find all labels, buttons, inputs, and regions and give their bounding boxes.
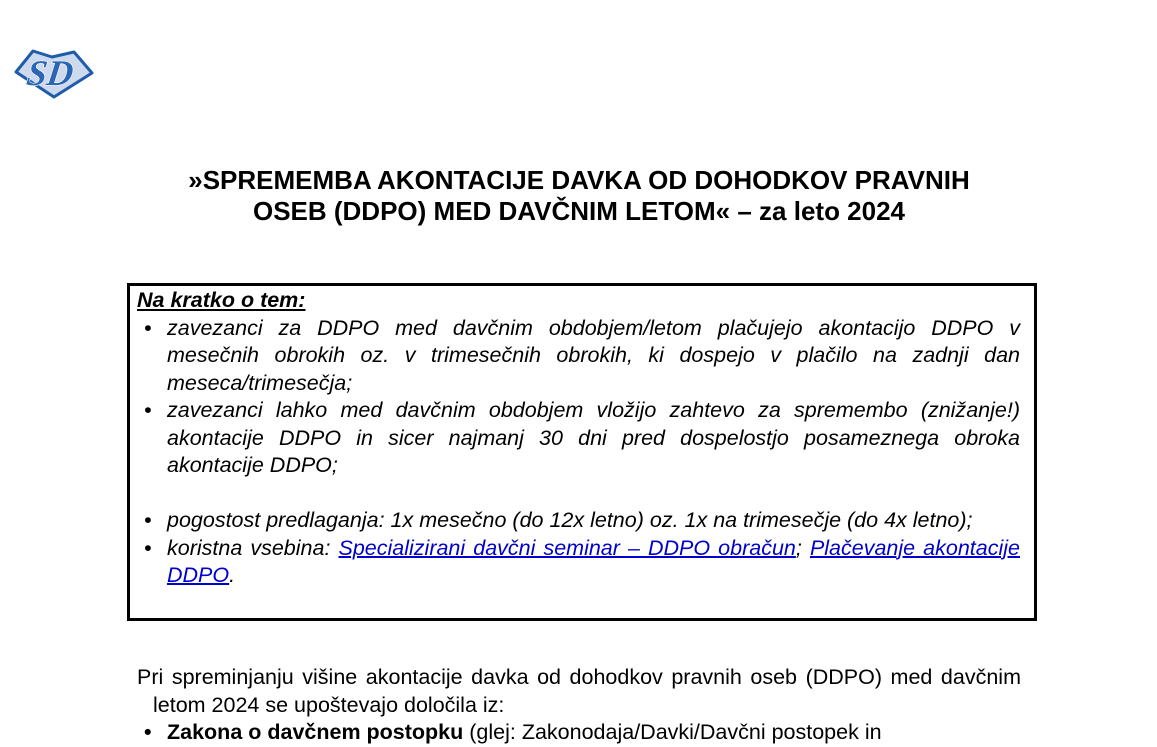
body-bullet-list <box>137 719 1021 747</box>
summary-bullet-2: • zavezanci lahko med davčnim obdobjem vložijo zahtevo za spremembo (znižanje!) akontacije DDPO in sicer najmanj 30 dni pred dospelostjo posameznega obroka akontacije DDPO; <box>137 397 1020 480</box>
law-name: Zakona o davčnem postopku <box>167 720 464 744</box>
seminar-ddpo-link[interactable]: Specializirani davčni seminar – DDPO obračun <box>338 535 796 560</box>
summary-bullet-list <box>137 315 1020 590</box>
summary-bullet-3: • pogostost predlaganja: 1x mesečno (do 12x letno) oz. 1x na trimesečje (do 4x letno); <box>137 507 1020 535</box>
link-separator: ; <box>795 535 810 560</box>
document-title-line1: »SPREMEMBA AKONTACIJE DAVKA OD DOHODKOV PRAVNIH <box>188 165 970 195</box>
summary-box <box>127 283 1037 621</box>
logo-letters: SD <box>24 53 76 93</box>
intro-paragraph: Pri spreminjanju višine akontacije davka od dohodkov pravnih oseb (DDPO) med davčnim letom 2024 se upoštevajo določila iz: <box>137 665 1021 717</box>
sd-shield-icon <box>10 46 98 101</box>
body-bullet-1 <box>137 719 1021 747</box>
summary-bullet-1: • zavezanci za DDPO med davčnim obdobjem/letom plačujejo akontacijo DDPO v mesečnih obrokih oz. v trimesečnih obrokih, ki dospejo v plačilo na zadnji dan meseca/trimesečja; <box>137 315 1020 398</box>
body-section <box>137 664 1021 747</box>
law-reference: (glej: Zakonodaja/Davki/Davčni postopek in <box>463 720 882 744</box>
summary-bullet-4 <box>137 535 1020 590</box>
sentence-period: . <box>229 563 236 587</box>
placevanje-akontacije-link[interactable]: Plačevanje akontacije DDPO <box>167 535 1020 587</box>
useful-content-label: koristna vsebina: <box>167 535 339 560</box>
document-title <box>137 165 1021 227</box>
document-title-line2: OSEB (DDPO) MED DAVČNIM LETOM« – za leto 2024 <box>252 196 906 226</box>
summary-heading: Na kratko o tem: <box>137 288 306 312</box>
company-logo <box>10 46 98 101</box>
